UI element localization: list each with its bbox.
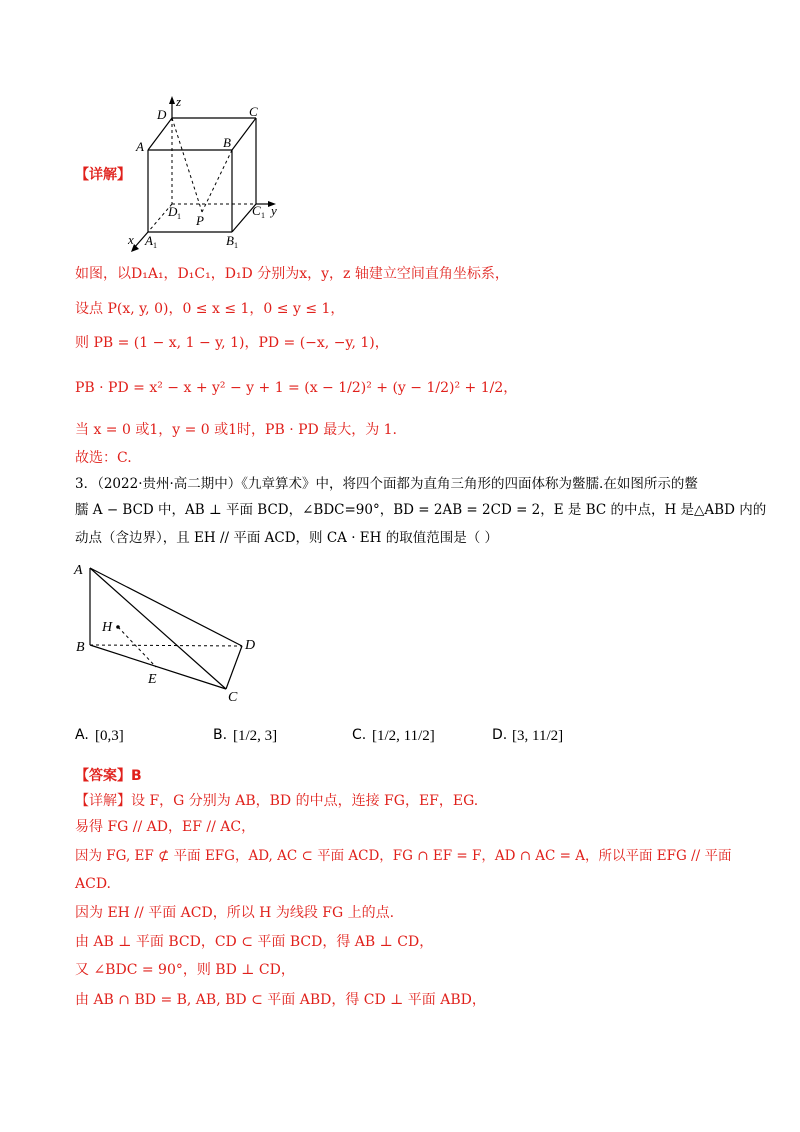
option-a-value: [0,3]	[95, 728, 124, 744]
option-b-key: B.	[213, 727, 228, 743]
option-c-key: C.	[352, 727, 367, 743]
q3-line2: 臑 A − BCD 中，AB ⊥ 平面 BCD，∠BDC=90°，BD = 2AB = 2CD = 2，E 是 BC 的中点，H 是△ABD 内的	[75, 502, 767, 518]
tetra-H: H	[102, 620, 113, 635]
label-A1: A	[145, 233, 153, 248]
tetra-B: B	[76, 640, 85, 655]
sub-C1: 1	[261, 211, 265, 220]
sub-B1: 1	[234, 241, 238, 250]
option-c-value: [1/2, 11/2]	[372, 728, 435, 744]
label-C: C	[249, 104, 258, 119]
label-P: P	[196, 213, 204, 228]
sol2-line6: 由 AB ⊥ 平面 BCD，CD ⊂ 平面 BCD，得 AB ⊥ CD，	[75, 934, 434, 950]
sol2-line8: 由 AB ∩ BD = B, AB, BD ⊂ 平面 ABD，得 CD ⊥ 平面 ABD，	[75, 992, 486, 1008]
option-a-key: A.	[75, 727, 89, 743]
tetra-D: D	[245, 638, 256, 653]
option-d-value: [3, 11/2]	[512, 728, 564, 744]
label-D: D	[157, 107, 167, 122]
sol2-line3: 因为 FG, EF ⊄ 平面 EFG，AD, AC ⊂ 平面 ACD，FG ∩ EF = F，AD ∩ AC = A，所以平面 EFG // 平面	[75, 848, 732, 864]
answer-tag: 【答案】B	[75, 768, 142, 784]
sol2-line5: 因为 EH // 平面 ACD，所以 H 为线段 FG 上的点.	[75, 905, 395, 921]
sol1-line5: 当 x = 0 或1，y = 0 或1时，PB · PD 最大，为 1.	[75, 422, 398, 438]
tetrahedron-figure	[0, 555, 800, 705]
sol2-line2: 易得 FG // AD，EF // AC，	[75, 819, 256, 835]
label-D1: D	[168, 204, 178, 219]
sub-A1: 1	[153, 241, 157, 250]
sol2-line4: ACD.	[75, 876, 111, 892]
sol1-line6: 故选：C.	[75, 450, 132, 466]
sol2-line1: 【详解】设 F，G 分别为 AB，BD 的中点，连接 FG，EF，EG.	[75, 793, 479, 809]
sol1-line1: 如图，以D₁A₁，D₁C₁，D₁D 分别为x，y，z 轴建立空间直角坐标系，	[75, 266, 509, 282]
label-x: x	[128, 232, 134, 247]
option-b-value: [1/2, 3]	[233, 728, 278, 744]
tetra-C: C	[228, 690, 238, 705]
q3-line3: 动点（含边界），且 EH // 平面 ACD，则 CA · EH 的取值范围是（ ）	[75, 530, 498, 546]
label-B: B	[223, 135, 231, 150]
sol1-line4: PB · PD = x² − x + y² − y + 1 = (x − 1/2)² + (y − 1/2)² + 1/2，	[75, 380, 518, 396]
sol1-line3: 则 PB = (1 − x, 1 − y, 1)，PD = (−x, −y, 1)，	[75, 335, 389, 351]
q3-line1: 3．（2022·贵州·高二期中）《九章算术》中，将四个面都为直角三角形的四面体称为鳖臑.在如图所示的鳖	[75, 476, 698, 492]
option-d-key: D.	[492, 727, 508, 743]
sol2-line7: 又 ∠BDC = 90°，则 BD ⊥ CD，	[75, 962, 295, 978]
sub-D1: 1	[177, 212, 181, 221]
sol1-line2: 设点 P(x, y, 0)，0 ≤ x ≤ 1，0 ≤ y ≤ 1，	[75, 301, 345, 317]
label-A: A	[136, 139, 144, 154]
label-B1: B	[226, 233, 234, 248]
tetra-E: E	[148, 672, 157, 687]
label-y: y	[271, 203, 277, 218]
tetra-A: A	[74, 563, 83, 578]
label-z: z	[176, 94, 182, 109]
detail-tag: 【详解】	[75, 167, 131, 183]
label-C1: C	[252, 203, 261, 218]
